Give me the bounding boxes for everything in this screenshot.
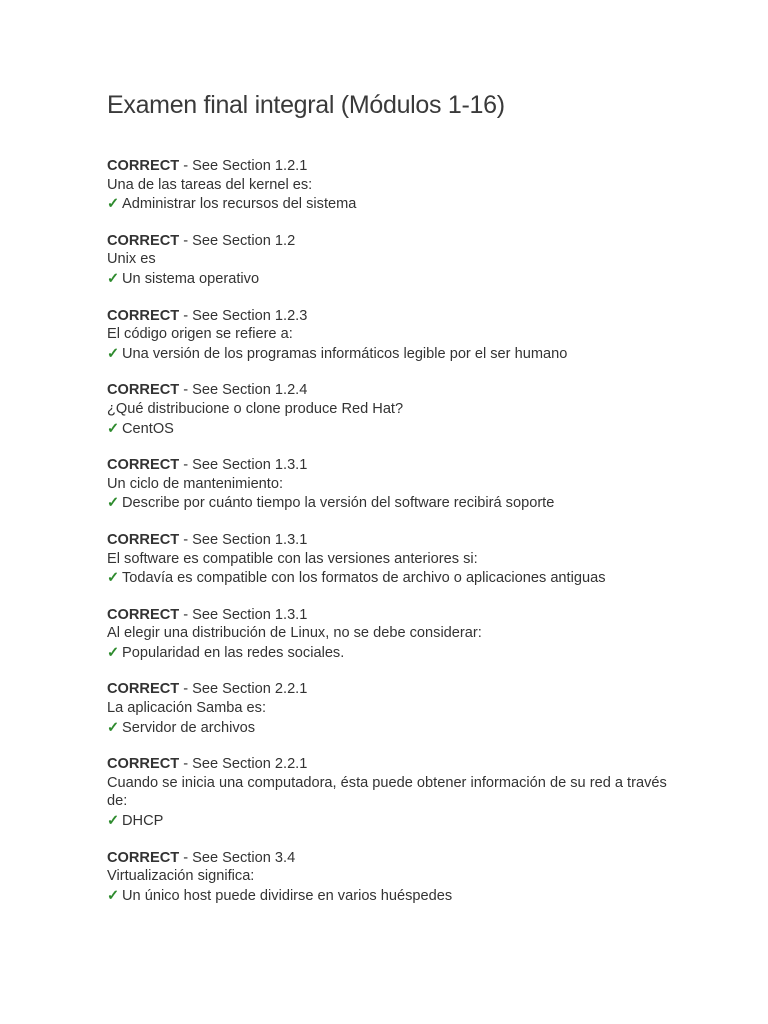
document-page [107,88,667,923]
answer-line [107,887,667,906]
answer-line [107,195,667,214]
section-reference: - See Section 1.2.1 [179,158,308,174]
page-title: Examen final integral (Módulos 1-16) [107,91,505,119]
question-item [107,157,667,214]
status-label: CORRECT [107,606,180,623]
question-text: ¿Qué distribucione o clone produce Red Hat? [107,400,404,417]
status-label: CORRECT [107,382,180,399]
status-label: CORRECT [107,307,180,324]
answer-line [107,270,667,289]
section-reference: - See Section 3.4 [179,849,296,866]
question-item [107,680,667,737]
answer-line [107,420,667,439]
question-text: Unix es [107,251,156,268]
checkmark-icon: ✓ [107,570,120,587]
question-item [107,232,667,289]
answer-line [107,345,667,364]
section-reference: - See Section 2.2.1 [179,681,308,698]
section-reference: - See Section 1.3.1 [179,606,308,623]
question-text: El código origen se refiere a: [107,326,293,343]
question-item [107,849,667,906]
checkmark-icon: ✓ [107,813,120,830]
status-label: CORRECT [107,457,180,474]
answer-line [107,719,667,738]
question-text: Virtualización significa: [107,868,255,885]
answer-line [107,812,667,831]
status-line [107,680,667,699]
status-line [107,157,667,176]
question-text: La aplicación Samba es: [107,700,267,717]
question-item [107,606,667,663]
question-text: Al elegir una distribución de Linux, no se debe considerar: [107,625,482,642]
checkmark-icon: ✓ [107,345,120,362]
status-line [107,755,667,774]
checkmark-icon: ✓ [107,196,120,213]
answer-line [107,644,667,663]
answer-text: Popularidad en las redes sociales. [122,644,345,661]
status-label: CORRECT [107,681,180,698]
question-item [107,456,667,513]
status-label: CORRECT [107,756,180,773]
status-line [107,531,667,550]
answer-line [107,569,667,588]
answer-text: Un sistema operativo [122,270,260,287]
answer-text: Un único host puede dividirse en varios huéspedes [122,887,453,904]
answer-text: Una versión de los programas informáticos legible por el ser humano [122,345,568,362]
status-line [107,307,667,326]
answer-text: Todavía es compatible con los formatos de archivo o aplicaciones antiguas [122,570,606,587]
section-reference: - See Section 1.3.1 [179,531,308,548]
status-line [107,232,667,251]
status-label: CORRECT [107,232,180,249]
question-list [107,157,667,905]
section-reference: - See Section 1.2.4 [179,382,308,399]
question-text: Una de las tareas del kernel es: [107,176,313,193]
status-line [107,456,667,475]
section-reference: - See Section 1.2.3 [179,307,308,324]
answer-text: DHCP [122,813,164,830]
question-item [107,531,667,588]
question-text: El software es compatible con las versiones anteriores si: [107,550,478,567]
question-item [107,307,667,364]
question-text: Cuando se inicia una computadora, ésta puede obtener información de su red a través de: [107,774,667,810]
section-reference: - See Section 1.2 [179,232,296,249]
checkmark-icon: ✓ [107,719,120,736]
status-label: CORRECT [107,158,180,174]
answer-text: Administrar los recursos del sistema [122,196,357,213]
checkmark-icon: ✓ [107,644,120,661]
answer-text: Servidor de archivos [122,719,256,736]
checkmark-icon: ✓ [107,495,120,512]
checkmark-icon: ✓ [107,270,120,287]
status-line [107,606,667,625]
status-line [107,849,667,868]
section-reference: - See Section 1.3.1 [179,457,308,474]
question-text: Un ciclo de mantenimiento: [107,475,284,492]
status-label: CORRECT [107,849,180,866]
checkmark-icon: ✓ [107,420,120,437]
answer-text: CentOS [122,420,174,437]
question-item [107,755,667,830]
answer-text: Describe por cuánto tiempo la versión del software recibirá soporte [122,495,555,512]
status-line [107,381,667,400]
question-item [107,381,667,438]
status-label: CORRECT [107,531,180,548]
answer-line [107,494,667,513]
checkmark-icon: ✓ [107,887,120,904]
section-reference: - See Section 2.2.1 [179,756,308,773]
